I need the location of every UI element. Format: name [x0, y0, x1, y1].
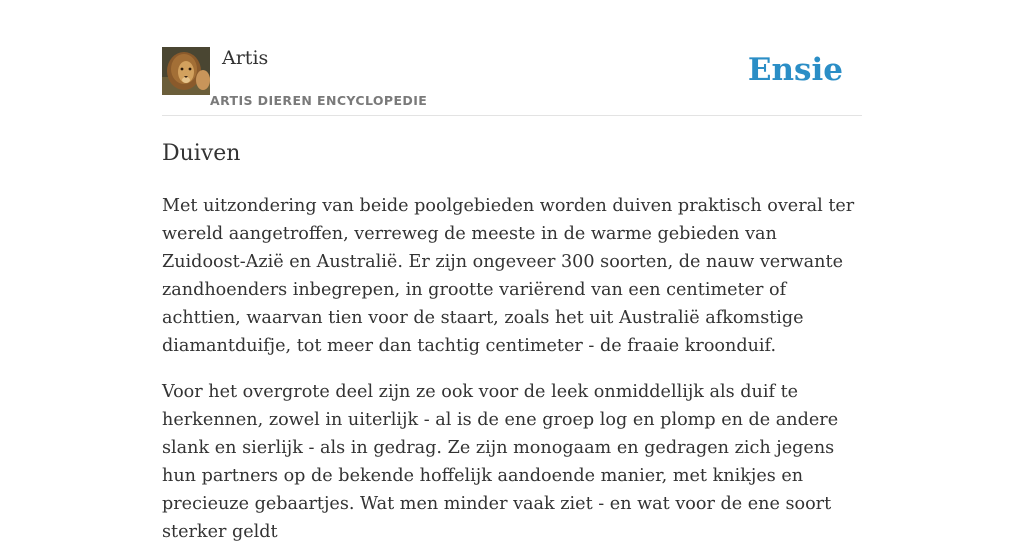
- author-name[interactable]: Artis: [222, 47, 269, 69]
- ensie-logo[interactable]: Ensie: [747, 52, 843, 88]
- article: [162, 136, 862, 546]
- article-paragraph: Voor het overgrote deel zijn ze ook voor de leek onmiddellijk als duif te herkennen, zowel in uiterlijk - al is de ene groep log en plomp en de andere slank en sierlijk - als in gedrag. Ze zijn monogaam en gedragen zich jegens hun partners op de bekende hoffelijk aandoende manier, met knikjes en precieuze gebaartjes. Wat men minder vaak ziet - en wat voor de ene soort sterker geldt: [162, 382, 839, 542]
- article-paragraph: Met uitzondering van beide poolgebieden worden duiven praktisch overal ter wereld aangetroffen, verreweg de meeste in de warme gebieden van Zuidoost-Azië en Australië. Er zijn ongeveer 300 soorten, de nauw verwante zandhoenders inbegrepen, in grootte variërend van een centimeter of achttien, waarvan tien voor de staart, zoals het uit Australië afkomstige diamantduifje, tot meer dan tachtig centimeter - de fraaie kroonduif.: [162, 196, 855, 356]
- lion-avatar-icon[interactable]: [162, 47, 210, 95]
- source-subtitle[interactable]: ARTIS DIEREN ENCYCLOPEDIE: [210, 93, 428, 108]
- article-title: Duiven: [162, 141, 241, 166]
- header: [162, 0, 862, 116]
